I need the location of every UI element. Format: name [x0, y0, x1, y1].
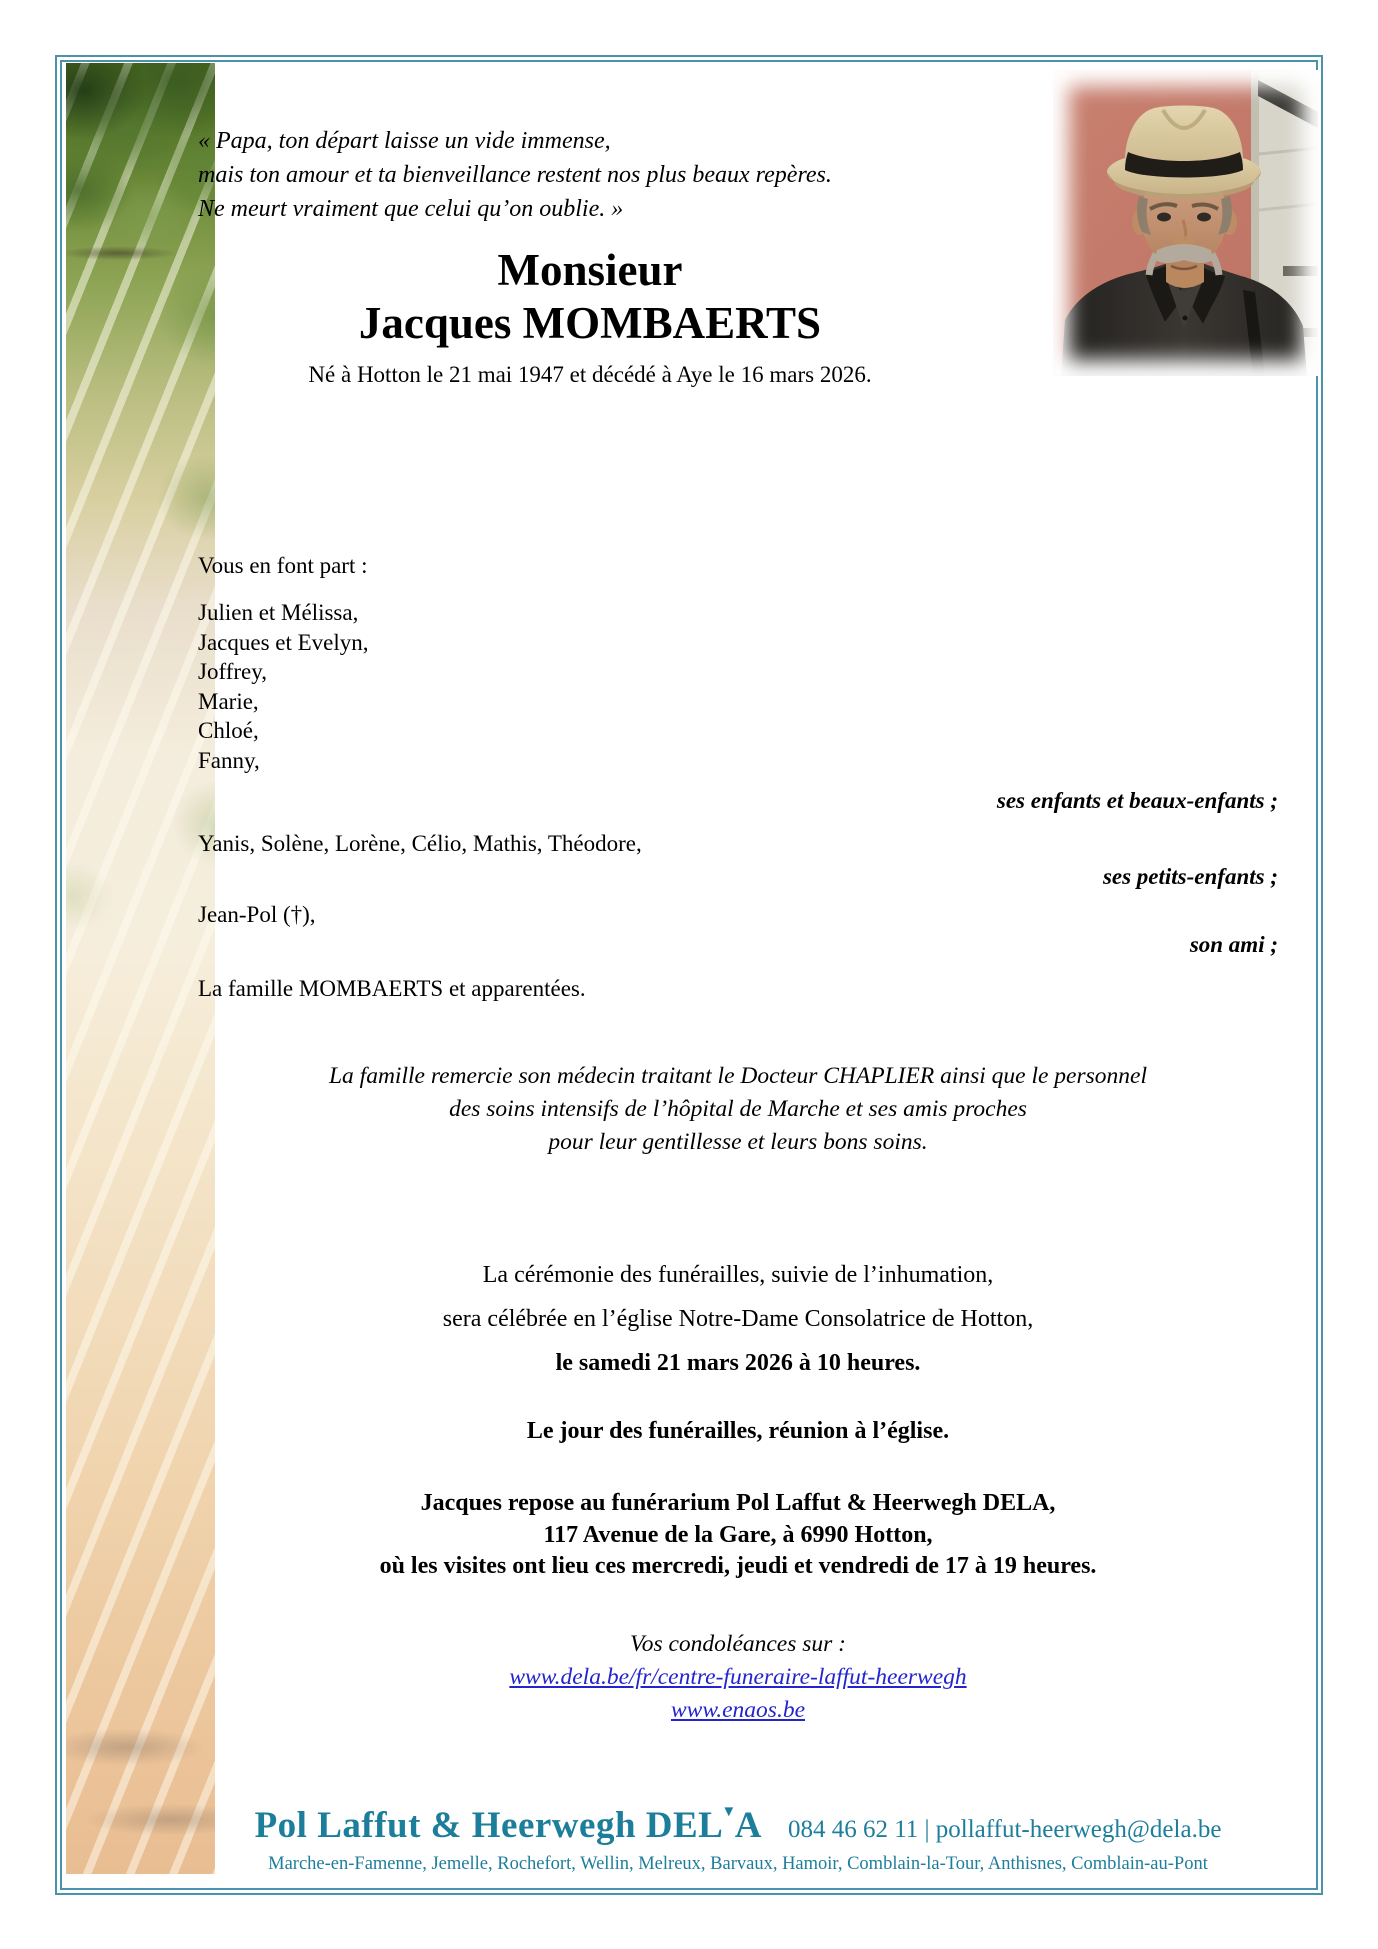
- condolences-link-enaos[interactable]: www.enaos.be: [670, 1697, 806, 1723]
- list-item: Chloé,: [198, 718, 259, 743]
- condolences-intro: Vos condoléances sur :: [629, 1631, 847, 1657]
- grandchildren-relation-label: ses petits-enfants ;: [1102, 864, 1278, 889]
- funeral-home-brand: [255, 1804, 762, 1847]
- quote-line: « Papa, ton départ laisse un vide immense,: [198, 128, 611, 154]
- thanks-paragraph: [198, 1060, 1278, 1159]
- grandchildren-list: Yanis, Solène, Lorène, Célio, Mathis, Théodore,: [198, 831, 642, 856]
- thanks-line: La famille remercie son médecin traitant le Docteur CHAPLIER ainsi que le personnel: [328, 1063, 1147, 1089]
- footer-locations: Marche-en-Famenne, Jemelle, Rochefort, Wellin, Melreux, Barvaux, Hamoir, Comblain-la-Tour, Anthisnes, Comblain-au-Pont: [268, 1854, 1208, 1874]
- footer-brand-row: [198, 1804, 1278, 1847]
- deceased-name: Jacques MOMBAERTS: [358, 298, 822, 348]
- ceremony-date-line: le samedi 21 mars 2026 à 10 heures.: [555, 1350, 921, 1376]
- list-item: Joffrey,: [198, 659, 267, 684]
- repose-line: 117 Avenue de la Gare, à 6990 Hotton,: [543, 1521, 933, 1548]
- ceremony-meeting-line: Le jour des funérailles, réunion à l’église.: [526, 1418, 950, 1444]
- list-item: Marie,: [198, 688, 259, 714]
- quote-line: mais ton amour et ta bienveillance restent nos plus beaux repères.: [198, 162, 832, 188]
- brand-text-end: A: [734, 1805, 762, 1846]
- condolences-section: [198, 1628, 1278, 1727]
- dela-triangle-mark-icon: ▼: [721, 1804, 737, 1820]
- brand-text: Pol Laffut & Heerwegh DEL: [254, 1805, 724, 1846]
- announcement-intro: Vous en font part :: [198, 553, 368, 578]
- footer-contact: 084 46 62 11 | pollaffut-heerwegh@dela.be: [787, 1816, 1222, 1843]
- thanks-line: des soins intensifs de l’hôpital de Marche et ses amis proches: [449, 1096, 1027, 1122]
- repose-details: [198, 1488, 1278, 1583]
- list-item: Jacques et Evelyn,: [198, 629, 369, 655]
- deceased-title-block: [170, 244, 1010, 388]
- salutation: Monsieur: [497, 245, 683, 295]
- list-item: Fanny,: [198, 747, 260, 773]
- family-line: La famille MOMBAERTS et apparentées.: [198, 976, 586, 1001]
- children-list: [198, 598, 369, 775]
- friend-name: Jean-Pol (†),: [198, 902, 316, 927]
- list-item: Julien et Mélissa,: [198, 600, 359, 625]
- quote-line: Ne meurt vraiment que celui qu’on oublie. »: [198, 196, 624, 222]
- children-relation-label: ses enfants et beaux-enfants ;: [996, 788, 1278, 813]
- portrait-illustration: [1053, 70, 1318, 376]
- condolences-link-dela[interactable]: www.dela.be/fr/centre-funeraire-laffut-heerwegh: [509, 1664, 967, 1690]
- repose-line: où les visites ont lieu ces mercredi, jeudi et vendredi de 17 à 19 heures.: [379, 1553, 1097, 1579]
- memorial-quote: [198, 124, 832, 226]
- thanks-line: pour leur gentillesse et leurs bons soins.: [548, 1129, 928, 1155]
- ceremony-line: La cérémonie des funérailles, suivie de l’inhumation,: [482, 1262, 994, 1288]
- friend-relation-label: son ami ;: [1189, 932, 1278, 957]
- ceremony-line: sera célébrée en l’église Notre-Dame Consolatrice de Hotton,: [442, 1306, 1034, 1332]
- funeral-home-footer: [198, 1804, 1278, 1875]
- repose-line: Jacques repose au funérarium Pol Laffut & Heerwegh DELA,: [420, 1490, 1056, 1516]
- ceremony-details: [198, 1260, 1278, 1460]
- portrait-photo: [1053, 70, 1318, 376]
- life-dates: Né à Hotton le 21 mai 1947 et décédé à Aye le 16 mars 2026.: [308, 362, 872, 387]
